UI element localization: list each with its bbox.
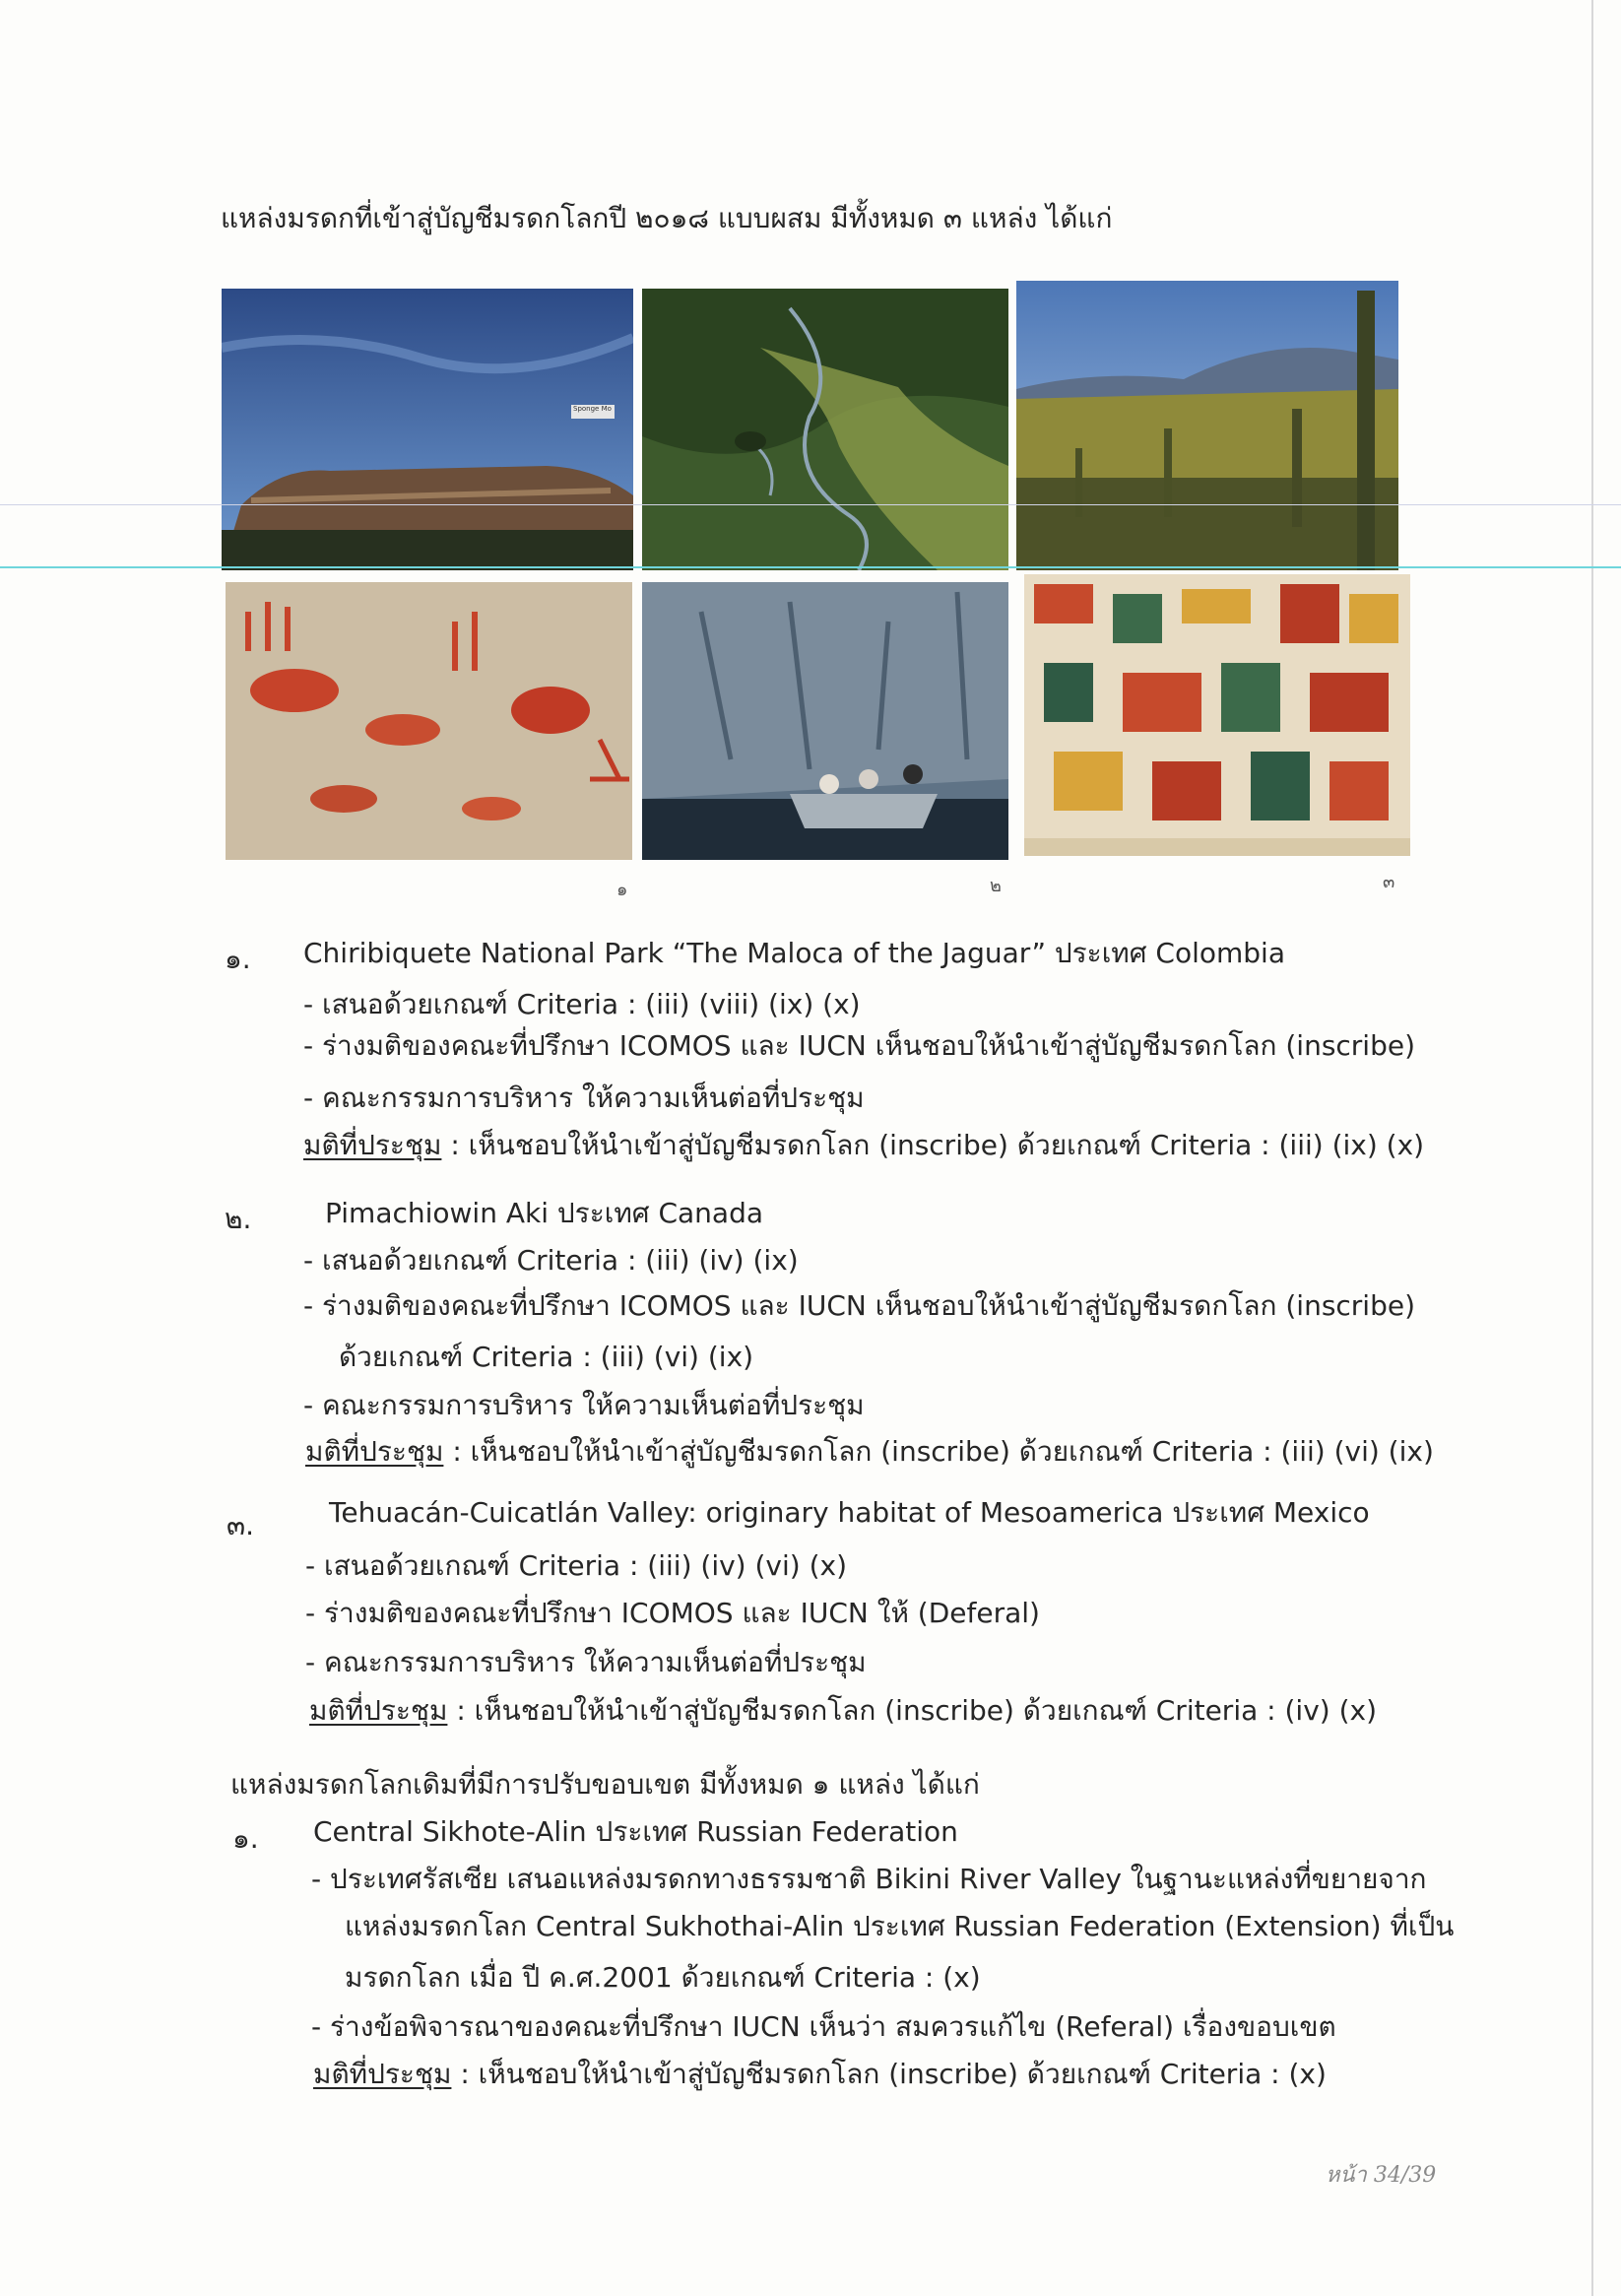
resolution-label: มติที่ประชุม bbox=[305, 1435, 444, 1468]
resolution-text: : เห็นชอบให้นำเข้าสู่บัญชีมรดกโลก (inscribe) ด้วยเกณฑ์ Criteria : (iii) (vi) (ix) bbox=[443, 1435, 1434, 1468]
photo-river-valley bbox=[642, 289, 1008, 570]
bullet-continuation: ด้วยเกณฑ์ Criteria : (iii) (vi) (ix) bbox=[339, 1341, 754, 1373]
resolution-line bbox=[313, 2053, 1327, 2096]
item-number: ๑. bbox=[232, 1822, 259, 1855]
bullet-line: - เสนอด้วยเกณฑ์ Criteria : (iii) (iv) (vi) (x) bbox=[305, 1549, 848, 1582]
bullet-continuation: มรดกโลก เมื่อ ปี ค.ศ.2001 ด้วยเกณฑ์ Criteria : (x) bbox=[345, 1961, 981, 1994]
item-number: ๑. bbox=[225, 943, 251, 975]
resolution-label: มติที่ประชุม bbox=[303, 1129, 442, 1161]
photo-caption-1: ๑ bbox=[616, 880, 628, 900]
item-number: ๒. bbox=[225, 1203, 252, 1235]
photo-label: Sponge Mo bbox=[573, 405, 612, 413]
photo-codex bbox=[1024, 574, 1410, 856]
photo-cliff-boat bbox=[642, 582, 1008, 860]
bullet-line: - ประเทศรัสเซีย เสนอแหล่งมรดกทางธรรมชาติ Bikini River Valley ในฐานะแหล่งที่ขยายจาก bbox=[311, 1863, 1427, 1895]
boundary-heading: แหล่งมรดกโลกเดิมที่มีการปรับขอบเขต มีทั้งหมด ๑ แหล่ง ได้แก่ bbox=[230, 1768, 980, 1801]
resolution-label: มติที่ประชุม bbox=[313, 2058, 452, 2090]
item-title: Central Sikhote-Alin ประเทศ Russian Federation bbox=[313, 1815, 958, 1848]
photo-caption-2: ๒ bbox=[990, 876, 1002, 896]
item-title: Chiribiquete National Park “The Maloca of the Jaguar” ประเทศ Colombia bbox=[303, 937, 1285, 969]
resolution-line bbox=[305, 1430, 1434, 1474]
page-edge-shadow bbox=[1591, 0, 1593, 2296]
page-number: หน้า 34/39 bbox=[1326, 2163, 1437, 2188]
resolution-label: มติที่ประชุม bbox=[309, 1694, 448, 1727]
bullet-line: - เสนอด้วยเกณฑ์ Criteria : (iii) (iv) (ix) bbox=[303, 1244, 799, 1277]
resolution-text: : เห็นชอบให้นำเข้าสู่บัญชีมรดกโลก (inscribe) ด้วยเกณฑ์ Criteria : (iii) (ix) (x) bbox=[441, 1129, 1425, 1161]
photo-caption-3: ๓ bbox=[1383, 872, 1395, 892]
bullet-line: - ร่างมติของคณะที่ปรึกษา ICOMOS และ IUCN เห็นชอบให้นำเข้าสู่บัญชีมรดกโลก (inscribe) bbox=[303, 1029, 1416, 1062]
item-title: Tehuacán-Cuicatlán Valley: originary habitat of Mesoamerica ประเทศ Mexico bbox=[329, 1496, 1370, 1529]
bullet-continuation: แหล่งมรดกโลก Central Sukhothai-Alin ประเทศ Russian Federation (Extension) ที่เป็น bbox=[345, 1910, 1455, 1942]
scan-artifact-line bbox=[0, 566, 1621, 568]
bullet-line: - ร่างข้อพิจารณาของคณะที่ปรึกษา IUCN เห็นว่า สมควรแก้ไข (Referal) เรื่องขอบเขต bbox=[311, 2010, 1336, 2043]
bullet-line: - คณะกรรมการบริหาร ให้ความเห็นต่อที่ประชุม bbox=[303, 1082, 865, 1114]
item-title: Pimachiowin Aki ประเทศ Canada bbox=[325, 1197, 764, 1229]
intro-heading: แหล่งมรดกที่เข้าสู่บัญชีมรดกโลกปี ๒๐๑๘ แบบผสม มีทั้งหมด ๓ แหล่ง ได้แก่ bbox=[221, 202, 1113, 234]
bullet-line: - เสนอด้วยเกณฑ์ Criteria : (iii) (viii) (ix) (x) bbox=[303, 988, 861, 1020]
bullet-line: - ร่างมติของคณะที่ปรึกษา ICOMOS และ IUCN ให้ (Deferal) bbox=[305, 1597, 1040, 1629]
bullet-line: - คณะกรรมการบริหาร ให้ความเห็นต่อที่ประชุม bbox=[303, 1389, 865, 1421]
photo-cactus-landscape bbox=[1016, 281, 1398, 570]
resolution-line bbox=[303, 1124, 1424, 1167]
resolution-line bbox=[309, 1689, 1377, 1733]
resolution-text: : เห็นชอบให้นำเข้าสู่บัญชีมรดกโลก (inscribe) ด้วยเกณฑ์ Criteria : (iv) (x) bbox=[447, 1694, 1377, 1727]
resolution-text: : เห็นชอบให้นำเข้าสู่บัญชีมรดกโลก (inscribe) ด้วยเกณฑ์ Criteria : (x) bbox=[451, 2058, 1327, 2090]
bullet-line: - ร่างมติของคณะที่ปรึกษา ICOMOS และ IUCN เห็นชอบให้นำเข้าสู่บัญชีมรดกโลก (inscribe) bbox=[303, 1289, 1416, 1322]
scan-artifact-line bbox=[0, 504, 1621, 505]
photo-rock-art bbox=[226, 582, 632, 860]
photo-tepui-mesa bbox=[222, 289, 633, 570]
bullet-line: - คณะกรรมการบริหาร ให้ความเห็นต่อที่ประชุม bbox=[305, 1646, 867, 1678]
item-number: ๓. bbox=[227, 1509, 255, 1542]
